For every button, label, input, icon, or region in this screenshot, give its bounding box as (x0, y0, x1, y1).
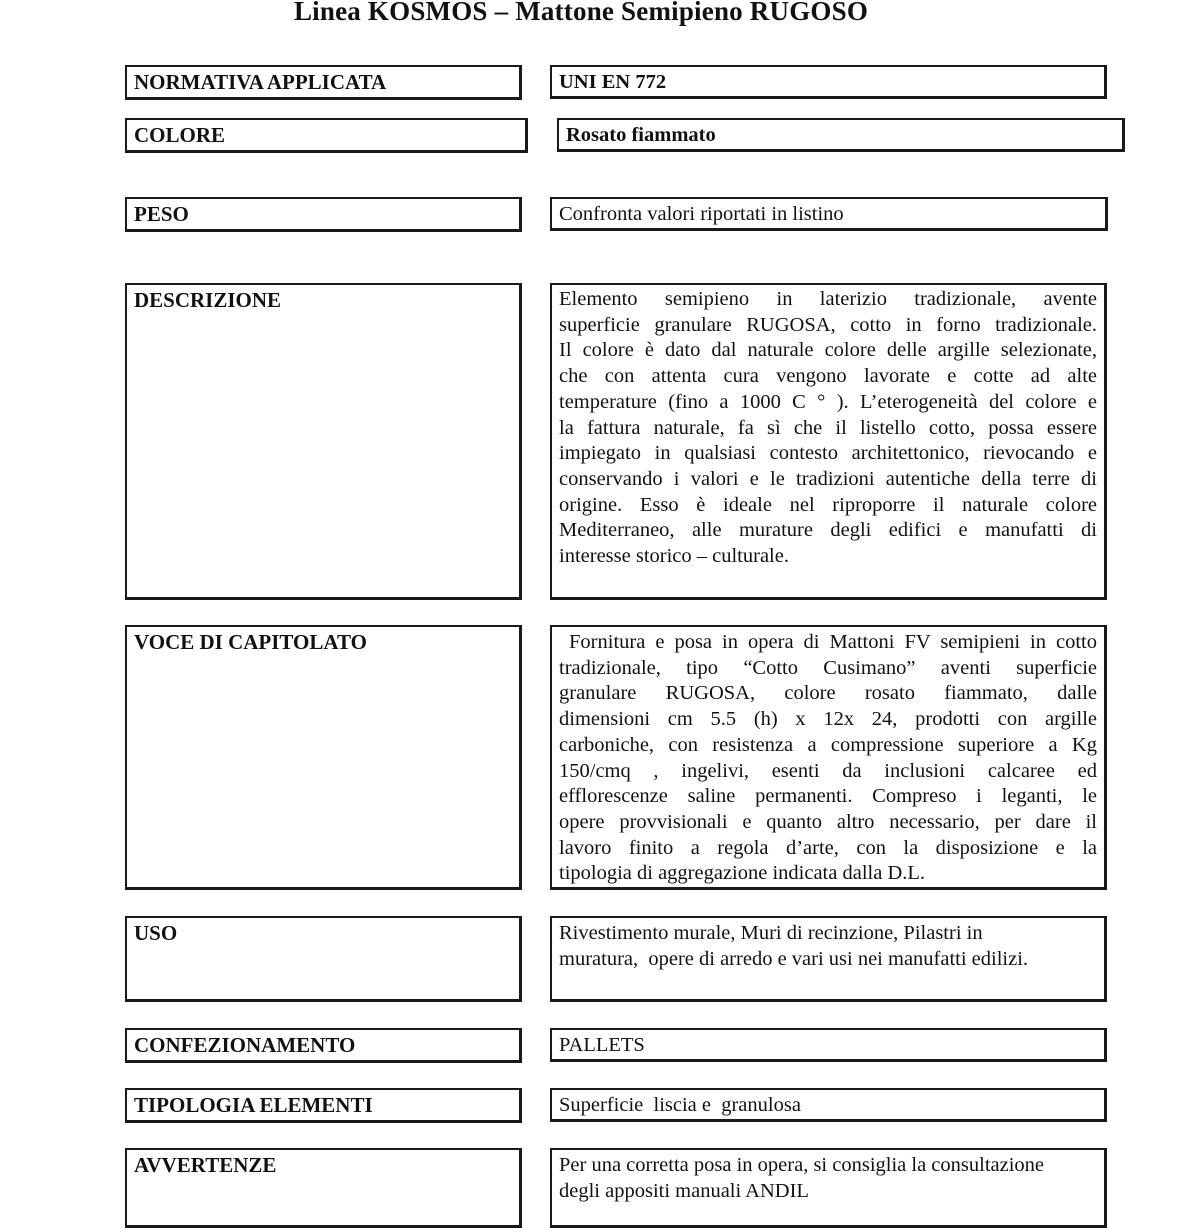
voce-line: tradizionale, tipo “Cotto Cusimano” aventi superficie (559, 656, 1097, 679)
descrizione-line: Mediterraneo, alle murature degli edifici e manufatti di (559, 519, 1097, 542)
confezionamento-value: PALLETS (559, 1034, 645, 1056)
colore-label-cell (125, 118, 528, 153)
colore-value: Rosato fiammato (566, 124, 716, 146)
voce-line: lavoro finito a regola d’arte, con la disposizione e la (559, 836, 1097, 859)
peso-label: PESO (134, 202, 189, 226)
uso-line: muratura, opere di arredo e vari usi nei manufatti edilizi. (559, 947, 1029, 970)
descrizione-line: superficie granulare RUGOSA, cotto in forno tradizionale. (559, 313, 1097, 336)
voce-line: 150/cmq , ingelivi, esenti da inclusioni calcaree ed (559, 759, 1097, 782)
document-title: Linea KOSMOS – Mattone Semipieno RUGOSO (293, 0, 869, 26)
peso-value: Confronta valori riportati in listino (559, 203, 844, 225)
avvertenze-label-cell (125, 1148, 522, 1228)
avvertenze-value-cell (550, 1148, 1107, 1228)
voce-label: VOCE DI CAPITOLATO (134, 630, 367, 654)
confezionamento-value-cell (550, 1028, 1107, 1062)
uso-value-cell (550, 916, 1107, 1002)
normativa-value: UNI EN 772 (559, 71, 667, 93)
avvertenze-line: degli appositi manuali ANDIL (559, 1179, 809, 1202)
peso-value-cell (550, 197, 1108, 231)
colore-value-cell (557, 118, 1125, 152)
voce-line: efflorescenze saline permanenti. Compreso i leganti, le (559, 785, 1097, 808)
voce-line: opere provvisionali e quanto altro necessario, per dare il (559, 810, 1097, 833)
voce-line: carboniche, con resistenza a compressione superiore a Kg (559, 733, 1097, 756)
voce-line: dimensioni cm 5.5 (h) x 12x 24, prodotti con argille (559, 708, 1097, 731)
voce-line: Fornitura e posa in opera di Mattoni FV semipieni in cotto (559, 631, 1097, 653)
tipologia-label-cell (125, 1088, 522, 1123)
uso-line: Rivestimento murale, Muri di recinzione, Pilastri in (559, 922, 983, 944)
avvertenze-label: AVVERTENZE (134, 1153, 277, 1177)
descrizione-line: temperature (fino a 1000 C ° ). L’eterogeneità del colore e (559, 390, 1097, 413)
uso-label-cell (125, 916, 522, 1002)
voce-line: tipologia di aggregazione indicata dalla D.L. (559, 862, 926, 885)
descrizione-line: conservando i valori e le tradizioni autentiche della terre di (559, 467, 1097, 490)
tipologia-value-cell (550, 1088, 1107, 1122)
descrizione-line: la fattura naturale, fa sì che il listello cotto, possa essere (559, 416, 1097, 439)
normativa-value-cell (550, 65, 1107, 99)
voce-label-cell (125, 625, 522, 890)
descrizione-label-cell (125, 283, 522, 600)
peso-label-cell (125, 197, 522, 232)
voce-line: granulare RUGOSA, colore rosato fiammato, dalle (559, 682, 1097, 705)
descrizione-line: Il colore è dato dal naturale colore delle argille selezionate, (559, 339, 1097, 362)
descrizione-line: Elemento semipieno in laterizio tradizionale, avente (559, 288, 1097, 310)
descrizione-line: interesse storico – culturale. (559, 545, 789, 568)
tipologia-label: TIPOLOGIA ELEMENTI (134, 1093, 373, 1117)
colore-label: COLORE (134, 123, 226, 147)
normativa-label: NORMATIVA APPLICATA (134, 70, 387, 94)
confezionamento-label-cell (125, 1028, 522, 1063)
avvertenze-line: Per una corretta posa in opera, si consiglia la consultazione (559, 1154, 1045, 1176)
normativa-label-cell (125, 65, 522, 100)
confezionamento-label: CONFEZIONAMENTO (134, 1033, 356, 1057)
uso-label: USO (134, 921, 178, 945)
descrizione-line: impiegato in qualsiasi contesto architettonico, rievocando e (559, 442, 1097, 465)
descrizione-value-cell (550, 283, 1107, 600)
descrizione-label: DESCRIZIONE (134, 288, 282, 312)
descrizione-line: origine. Esso è ideale nel riproporre il naturale colore (559, 493, 1097, 516)
tipologia-value: Superficie liscia e granulosa (559, 1094, 801, 1116)
descrizione-line: che con attenta cura vengono lavorate e cotte ad alte (559, 365, 1097, 388)
voce-value-cell (550, 625, 1107, 890)
